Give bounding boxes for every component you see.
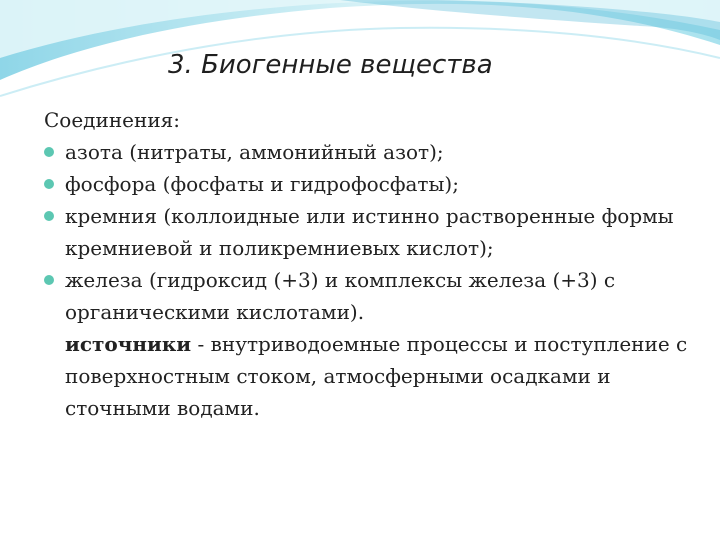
list-item-text: железа (гидроксид (+3) и комплексы железа (+3) с органическими кислотами).	[65, 268, 616, 324]
sources-text: - внутриводоемные процессы и поступление с поверхностным стоком, атмосферными осадками и сточными водами.	[65, 332, 688, 420]
list-item	[44, 168, 704, 200]
bullet-icon	[44, 147, 54, 157]
list-item	[44, 264, 704, 328]
slide-body	[44, 104, 704, 424]
sources-paragraph	[44, 328, 704, 424]
list-item	[44, 136, 704, 168]
bullet-icon	[44, 211, 54, 221]
sources-term: источники	[65, 332, 192, 356]
list-item-text: кремния (коллоидные или истинно растворенные формы кремниевой и поликремниевых кислот);	[65, 204, 674, 260]
intro-text: Соединения:	[44, 108, 181, 132]
list-item-text: фосфора (фосфаты и гидрофосфаты);	[65, 172, 459, 196]
list-item	[44, 200, 704, 264]
compound-list	[44, 136, 704, 328]
bullet-icon	[44, 179, 54, 189]
bullet-icon	[44, 275, 54, 285]
slide-title: 3. Биогенные вещества	[168, 50, 493, 80]
list-item-text: азота (нитраты, аммонийный азот);	[65, 140, 444, 164]
